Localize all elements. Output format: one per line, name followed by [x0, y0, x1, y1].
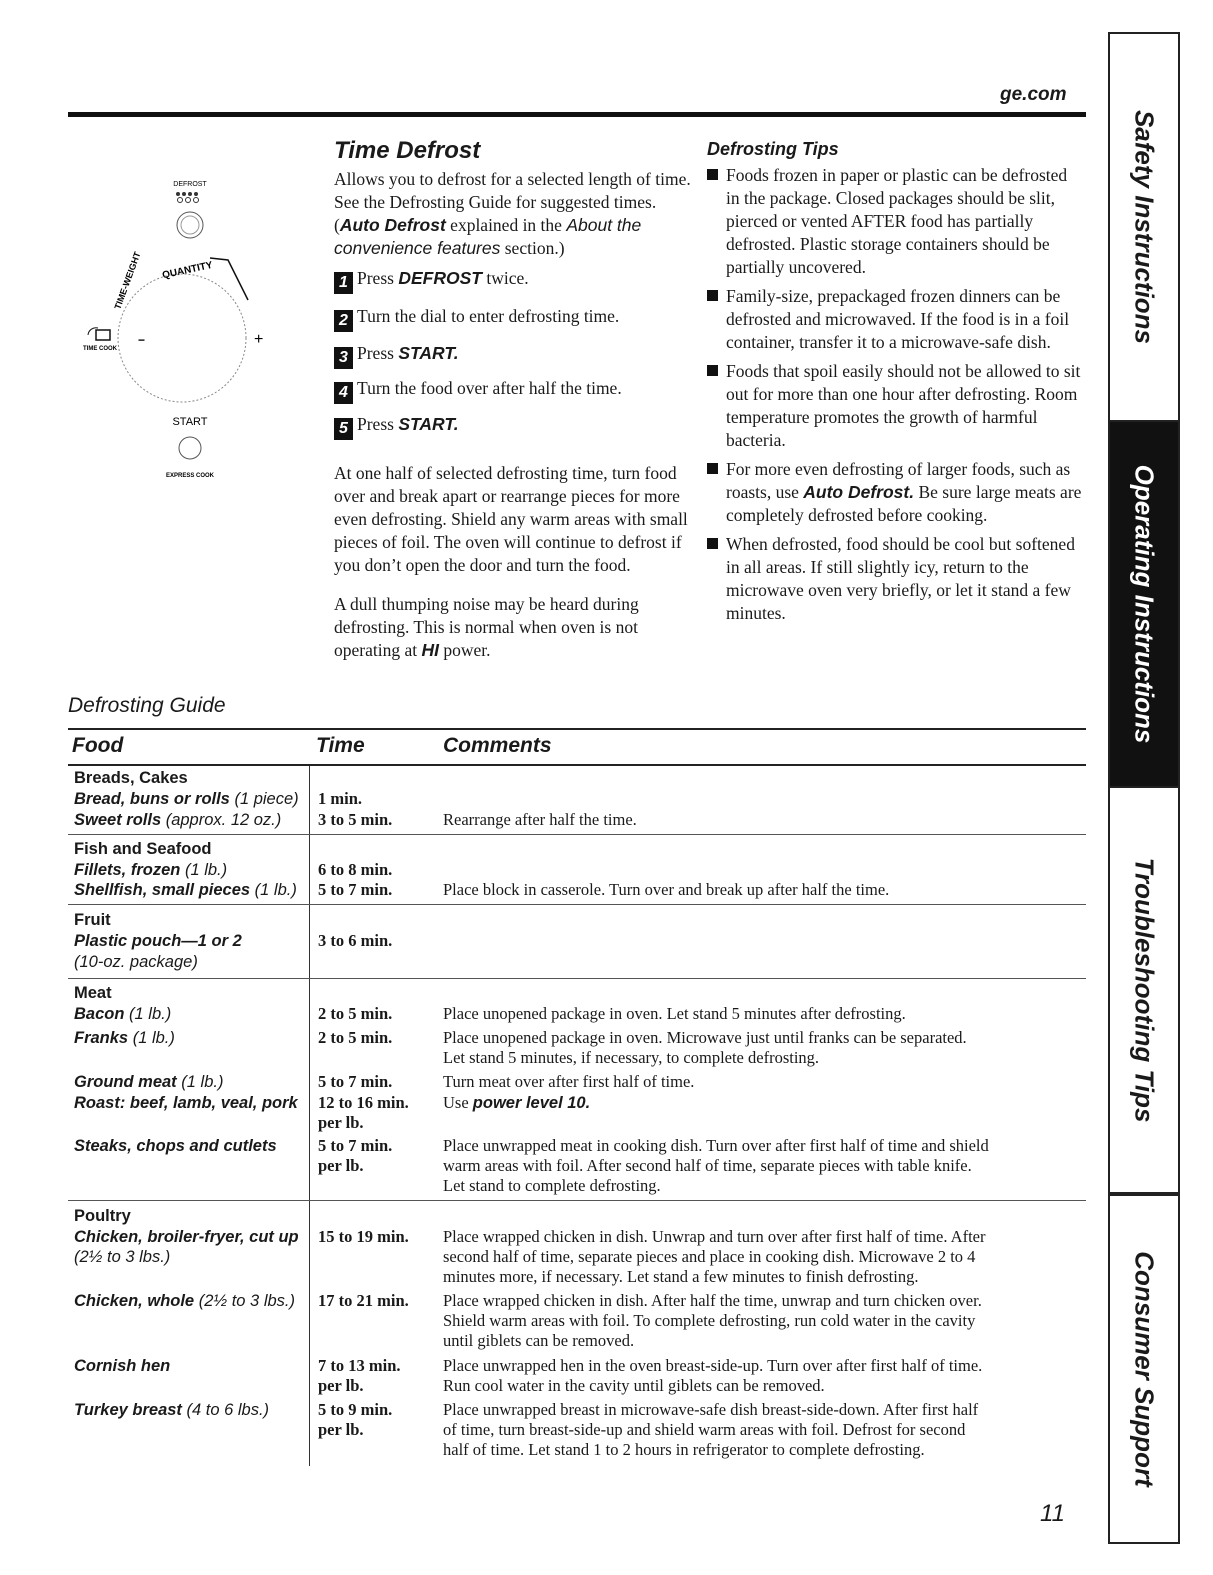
food-bacon: Bacon (1 lb.)	[74, 1005, 172, 1023]
comment-chicken-whole-2: Shield warm areas with foil. To complete defrosting, run cold water in the cavity	[443, 1311, 976, 1330]
food-shellfish: Shellfish, small pieces (1 lb.)	[74, 881, 297, 899]
row-divider	[68, 834, 1086, 835]
tab-label: Consumer Support	[1129, 1251, 1160, 1487]
defrosting-tips-title: Defrosting Tips	[707, 139, 839, 159]
comment-roast: Use power level 10.	[443, 1093, 591, 1112]
time-plastic-pouch: 3 to 6 min.	[318, 931, 393, 950]
time-bread: 1 min.	[318, 789, 363, 808]
defrosting-tips-list	[707, 164, 1085, 631]
thumping-noise-paragraph: A dull thumping noise may be heard during defrosting. This is normal when oven is not operating at HI power.	[334, 594, 639, 660]
tip-item: Foods frozen in paper or plastic can be defrosted in the package. Closed packages should be slit, pierced or vented AFTER food has partially defrosted. Plastic storage containers should be partially uncovered.	[707, 164, 1085, 279]
defrost-button-icon	[176, 192, 199, 203]
control-panel-illustration	[80, 160, 280, 490]
food-franks: Franks (1 lb.)	[74, 1029, 175, 1047]
comment-ground-meat: Turn meat over after first half of time.	[443, 1072, 695, 1091]
row-divider	[68, 1200, 1086, 1201]
food-bread: Bread, buns or rolls (1 piece)	[74, 790, 299, 808]
bullet-icon	[707, 365, 718, 376]
site-url: ge.com	[1000, 84, 1067, 105]
step-4: 4 Turn the food over after half the time.	[334, 378, 622, 404]
time-cook-label: TIME COOK	[83, 346, 117, 352]
comment-chicken-whole-3: until giblets can be removed.	[443, 1331, 635, 1350]
food-chicken-cut-up-weight: (2½ to 3 lbs.)	[74, 1248, 171, 1266]
step-2: 2 Turn the dial to enter defrosting time.	[334, 306, 619, 332]
step-number: 4	[334, 382, 353, 404]
time-weight-label: TIME-WEIGHT	[112, 250, 143, 311]
header-time: Time	[316, 734, 365, 757]
time-defrost-title: Time Defrost	[334, 137, 481, 164]
step-1: 1 Press DEFROST twice.	[334, 268, 529, 294]
comment-steaks-3: Let stand to complete defrosting.	[443, 1176, 661, 1195]
time-chicken-whole: 17 to 21 min.	[318, 1291, 409, 1310]
time-steaks-unit: per lb.	[318, 1156, 364, 1175]
bullet-icon	[707, 169, 718, 180]
food-plastic-pouch-size: (10-oz. package)	[74, 953, 198, 971]
time-sweet-rolls: 3 to 5 min.	[318, 810, 393, 829]
comment-franks: Place unopened package in oven. Microwave just until franks can be separated.	[443, 1028, 967, 1047]
step-number: 5	[334, 418, 353, 440]
comment-chicken-whole: Place wrapped chicken in dish. After half the time, unwrap and turn chicken over.	[443, 1291, 982, 1310]
time-roast: 12 to 16 min.	[318, 1093, 409, 1112]
comment-turkey-breast: Place unwrapped breast in microwave-safe dish breast-side-down. After first half	[443, 1400, 979, 1419]
food-chicken-cut-up: Chicken, broiler-fryer, cut up	[74, 1228, 299, 1246]
express-cook-label: EXPRESS COOK	[165, 473, 215, 479]
time-roast-unit: per lb.	[318, 1113, 364, 1132]
bullet-icon	[707, 463, 718, 474]
food-fillets: Fillets, frozen (1 lb.)	[74, 861, 228, 879]
comment-shellfish: Place block in casserole. Turn over and break up after half the time.	[443, 880, 890, 899]
start-label: START	[172, 416, 208, 428]
food-roast: Roast: beef, lamb, veal, pork	[74, 1094, 298, 1112]
column-divider	[309, 766, 310, 1466]
comment-turkey-breast-2: of time, turn breast-side-up and shield warm areas with foil. Defrost for second	[443, 1420, 966, 1439]
plus-label: +	[254, 331, 264, 348]
quantity-label: QUANTITY	[161, 259, 214, 282]
comment-steaks-2: warm areas with foil. After second half of time, separate pieces with table knife.	[443, 1156, 972, 1175]
bullet-icon	[707, 538, 718, 549]
tab-safety-instructions[interactable]	[1110, 34, 1178, 420]
tab-operating-instructions[interactable]	[1110, 422, 1178, 786]
time-steaks: 5 to 7 min.	[318, 1136, 393, 1155]
comment-turkey-breast-3: half of time. Let stand 1 to 2 hours in refrigerator to complete defrosting.	[443, 1440, 925, 1459]
table-header-rule	[68, 764, 1086, 766]
comment-chicken-cut-up: Place wrapped chicken in dish. Unwrap and turn over after first half of time. After	[443, 1227, 986, 1246]
time-bacon: 2 to 5 min.	[318, 1004, 393, 1023]
tip-item: For more even defrosting of larger foods, such as roasts, use Auto Defrost. Be sure large meats are completely defrosted before cooking.	[707, 458, 1085, 527]
header-comments: Comments	[443, 734, 552, 757]
time-turkey-breast: 5 to 9 min.	[318, 1400, 393, 1419]
time-cornish-hen: 7 to 13 min.	[318, 1356, 401, 1375]
comment-cornish-hen: Place unwrapped hen in the oven breast-side-up. Turn over after first half of time.	[443, 1356, 983, 1375]
table-top-rule	[68, 728, 1086, 730]
time-cornish-hen-unit: per lb.	[318, 1376, 364, 1395]
category-meat: Meat	[74, 984, 112, 1002]
row-divider	[68, 904, 1086, 905]
time-fillets: 6 to 8 min.	[318, 860, 393, 879]
tip-item: Foods that spoil easily should not be allowed to sit out for more than one hour after defrosting. Room temperature promotes the growth of harmful bacteria.	[707, 360, 1085, 452]
tip-item: When defrosted, food should be cool but softened in all areas. If still slightly icy, return to the microwave oven very briefly, or let it stand a few minutes.	[707, 533, 1085, 625]
time-franks: 2 to 5 min.	[318, 1028, 393, 1047]
tab-label: Operating Instructions	[1129, 464, 1160, 744]
section-tabs	[1108, 32, 1180, 1544]
tab-consumer-support[interactable]	[1110, 1196, 1178, 1542]
step-3: 3 Press START.	[334, 343, 459, 369]
time-defrost-intro: Allows you to defrost for a selected length of time. See the Defrosting Guide for suggested times. (Auto Defrost explained in the About the convenience features section.)	[334, 169, 691, 258]
time-turkey-breast-unit: per lb.	[318, 1420, 364, 1439]
step-5: 5 Press START.	[334, 414, 459, 440]
time-ground-meat: 5 to 7 min.	[318, 1072, 393, 1091]
category-breads: Breads, Cakes	[74, 769, 188, 787]
row-divider	[68, 978, 1086, 979]
comment-cornish-hen-2: Run cool water in the cavity until giblets can be removed.	[443, 1376, 825, 1395]
start-button[interactable]	[179, 437, 201, 459]
food-steaks: Steaks, chops and cutlets	[74, 1137, 277, 1155]
defrost-label: DEFROST	[173, 181, 207, 188]
header-food: Food	[72, 734, 124, 757]
food-chicken-whole: Chicken, whole (2½ to 3 lbs.)	[74, 1292, 295, 1310]
comment-sweet-rolls: Rearrange after half the time.	[443, 810, 637, 829]
category-fruit: Fruit	[74, 911, 111, 929]
food-plastic-pouch: Plastic pouch—1 or 2	[74, 932, 242, 950]
food-turkey-breast: Turkey breast (4 to 6 lbs.)	[74, 1401, 270, 1419]
defrosting-guide-title: Defrosting Guide	[68, 694, 226, 717]
comment-chicken-cut-up-2: second half of time, separate pieces and place in cooking dish. Microwave 2 to 4	[443, 1247, 976, 1266]
step-number: 1	[334, 272, 353, 294]
step-number: 2	[334, 310, 353, 332]
minus-label: −	[138, 333, 146, 347]
page-number: 11	[1040, 1500, 1065, 1527]
time-shellfish: 5 to 7 min.	[318, 880, 393, 899]
tab-label: Troubleshooting Tips	[1129, 857, 1160, 1123]
time-cook-icon	[88, 328, 110, 340]
bullet-icon	[707, 290, 718, 301]
comment-chicken-cut-up-3: minutes more, if necessary. Let stand a few minutes to finish defrosting.	[443, 1267, 919, 1286]
step-number: 3	[334, 347, 353, 369]
time-defrost-paragraph: At one half of selected defrosting time, turn food over and break apart or rearrange pieces for more even defrosting. Shield any warm areas with small pieces of foil. The oven will continue to defrost if you don’t open the door and turn the food.	[334, 463, 688, 575]
tab-label: Safety Instructions	[1129, 109, 1160, 345]
tab-troubleshooting-tips[interactable]	[1110, 788, 1178, 1192]
food-sweet-rolls: Sweet rolls (approx. 12 oz.)	[74, 811, 282, 829]
time-chicken-cut-up: 15 to 19 min.	[318, 1227, 409, 1246]
category-fish: Fish and Seafood	[74, 840, 212, 858]
comment-franks-2: Let stand 5 minutes, if necessary, to complete defrosting.	[443, 1048, 820, 1067]
category-poultry: Poultry	[74, 1207, 131, 1225]
top-rule	[68, 112, 1086, 117]
tip-item: Family-size, prepackaged frozen dinners can be defrosted and microwaved. If the food is in a foil container, transfer it to a microwave-safe dish.	[707, 285, 1085, 354]
comment-steaks: Place unwrapped meat in cooking dish. Turn over after first half of time and shield	[443, 1136, 989, 1155]
food-ground-meat: Ground meat (1 lb.)	[74, 1073, 224, 1091]
comment-bacon: Place unopened package in oven. Let stand 5 minutes after defrosting.	[443, 1004, 906, 1023]
food-cornish-hen: Cornish hen	[74, 1357, 171, 1375]
dial-arrow-icon	[210, 258, 248, 300]
